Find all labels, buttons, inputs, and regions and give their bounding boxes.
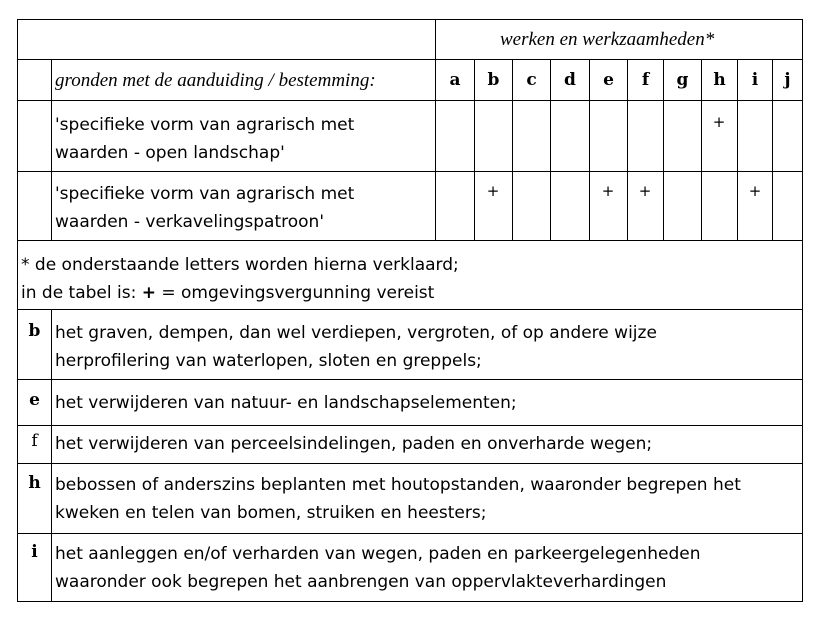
legend-desc-line1: het graven, dempen, dan wel verdiepen, vergroten, of op andere wijze: [55, 323, 657, 343]
row-divider: [17, 533, 803, 534]
table-border-right: [802, 19, 803, 602]
legend-letter: i: [31, 542, 38, 562]
legend-desc-line2: waaronder ook begrepen het aanbrengen van oppervlakteverhardingen: [55, 572, 667, 592]
table-border-bottom: [17, 601, 803, 602]
column-letter-d: d: [564, 70, 576, 90]
legend-desc-line1: het aanleggen en/of verharden van wegen, paden en parkeergelegenheden: [55, 544, 701, 564]
row-divider: [17, 463, 803, 464]
footnote-prefix: in de tabel is:: [21, 283, 142, 303]
table-border-top: [17, 19, 803, 20]
row-divider: [17, 379, 803, 380]
legend-letter: h: [28, 473, 41, 493]
column-divider: [51, 309, 52, 602]
mark-cell: +: [638, 182, 652, 200]
column-letter-g: g: [676, 70, 689, 90]
column-letter-a: a: [449, 70, 461, 90]
mark-cell: +: [712, 113, 726, 131]
legend-letter: b: [28, 321, 41, 341]
mark-cell: +: [486, 182, 500, 200]
row-divider: [17, 240, 803, 241]
row-divider: [17, 100, 803, 101]
column-letter-b: b: [487, 70, 500, 90]
mark-cell: +: [748, 182, 762, 200]
works-title: werken en werkzaamheden*: [500, 29, 715, 50]
legend-letter: f: [31, 431, 38, 451]
footnote-line2: [21, 279, 434, 307]
legend-desc-line2: herprofilering van waterlopen, sloten en greppels;: [55, 351, 482, 371]
ground-label-line2: waarden - open landschap': [55, 143, 285, 163]
column-letter-c: c: [526, 70, 537, 90]
legend-desc-line1: het verwijderen van natuur- en landschapselementen;: [55, 393, 517, 413]
row-divider: [17, 309, 803, 310]
footnote-suffix: = omgevingsvergunning vereist: [155, 283, 435, 303]
column-divider: [435, 19, 436, 241]
footnote-plus: +: [141, 283, 156, 303]
column-letter-h: h: [713, 70, 726, 90]
column-divider: [51, 59, 52, 241]
grounds-label: gronden met de aanduiding / bestemming:: [55, 70, 376, 91]
legend-desc-line1: het verwijderen van perceelsindelingen, paden en onverharde wegen;: [55, 434, 653, 454]
footnote-line1: * de onderstaande letters worden hierna verklaard;: [21, 255, 459, 275]
column-letter-j: j: [784, 70, 791, 90]
column-letter-e: e: [603, 70, 614, 90]
legend-letter: e: [29, 390, 40, 410]
table-border-left: [17, 19, 18, 602]
row-divider: [17, 59, 803, 60]
row-divider: [17, 425, 803, 426]
legend-desc-line1: bebossen of anderszins beplanten met houtopstanden, waaronder begrepen het: [55, 475, 741, 495]
row-divider: [17, 171, 803, 172]
ground-label-line1: 'specifieke vorm van agrarisch met: [55, 184, 355, 204]
column-letter-f: f: [641, 70, 650, 90]
column-letter-i: i: [751, 70, 759, 90]
legend-desc-line2: kweken en telen van bomen, struiken en heesters;: [55, 503, 487, 523]
mark-cell: +: [601, 182, 615, 200]
ground-label-line2: waarden - verkavelingspatroon': [55, 212, 324, 232]
ground-label-line1: 'specifieke vorm van agrarisch met: [55, 115, 355, 135]
